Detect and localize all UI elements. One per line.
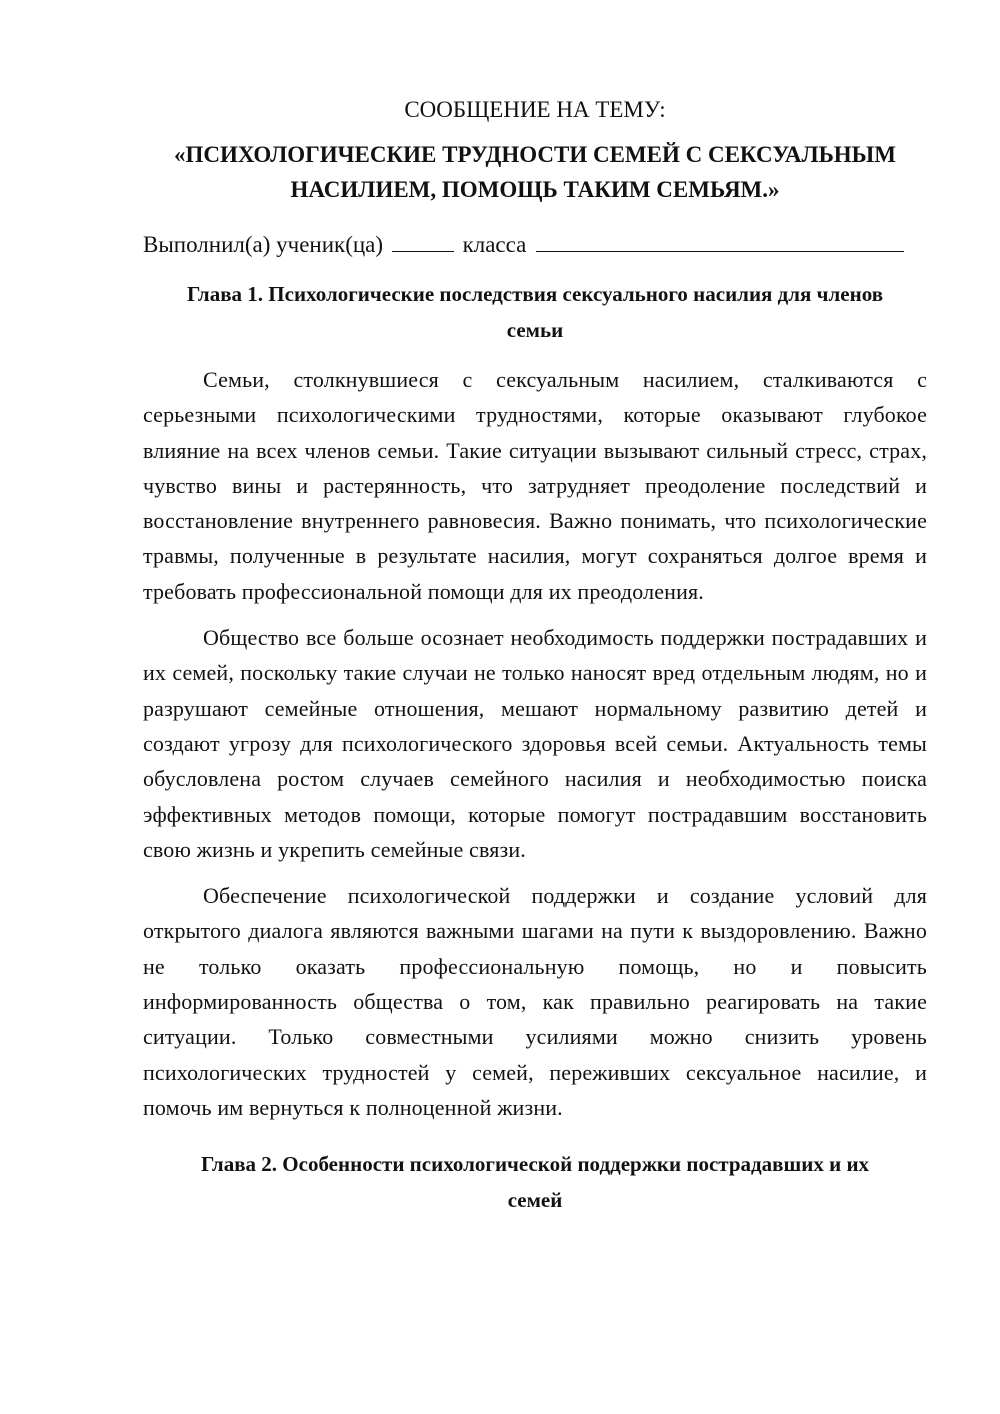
chapter-1-heading-line-2: семьи [506, 318, 564, 342]
paragraph-2: Общество все больше осознает необходимость поддержки пострадавших и их семей, поскольку такие случаи не только наносят вред отдельным людям, но и разрушают семейные отношения, мешают нормальному развитию детей и создают угрозу для психологического здоровья всей семьи. Актуальность темы обусловлена ростом случаев семейного насилия и необходимостью поиска эффективных методов помощи, которые помогут пострадавшим восстановить свою жизнь и укрепить семейные связи. [143, 625, 927, 862]
chapter-2-heading-line-1: Глава 2. Особенности психологической поддержки пострадавших и их [200, 1152, 870, 1177]
paragraph-1: Семьи, столкнувшиеся с сексуальным насилием, сталкиваются с серьезными психологическими трудностями, которые оказывают глубокое влияние на всех членов семьи. Такие ситуации вызывают сильный стресс, страх, чувство вины и растерянность, что затрудняет преодоление последствий и восстановление внутреннего равновесия. Важно понимать, что психологические травмы, полученные в результате насилия, могут сохраняться долгое время и требовать профессиональной помощи для их преодоления. [143, 367, 927, 604]
class-number-blank [392, 230, 454, 252]
chapter-2-heading [143, 1146, 927, 1218]
chapter-1-heading [143, 276, 927, 348]
class-label: класса [462, 232, 527, 257]
document-title [143, 137, 927, 207]
performer-name-blank [536, 230, 904, 252]
document-title-line-2: НАСИЛИЕМ, ПОМОЩЬ ТАКИМ СЕМЬЯМ.» [290, 177, 780, 202]
document-title-line-1: «ПСИХОЛОГИЧЕСКИЕ ТРУДНОСТИ СЕМЕЙ С СЕКСУАЛЬНЫМ [174, 142, 896, 167]
performer-line [143, 230, 927, 260]
chapter-2-heading-line-2: семей [507, 1188, 563, 1213]
document-subtitle: СООБЩЕНИЕ НА ТЕМУ: [404, 97, 666, 122]
performer-label: Выполнил(а) ученик(ца) [143, 232, 384, 257]
paragraph-3: Обеспечение психологической поддержки и создание условий для открытого диалога являются важными шагами на пути к выздоровлению. Важно не только оказать профессиональную помощь, но и повысить информированность общества о том, как правильно реагировать на такие ситуации. Только совместными усилиями можно снизить уровень психологических трудностей у семей, переживших сексуальное насилие, и помочь им вернуться к полноценной жизни. [143, 883, 927, 1120]
chapter-1-heading-line-1: Глава 1. Психологические последствия сексуального насилия для членов [186, 282, 884, 306]
